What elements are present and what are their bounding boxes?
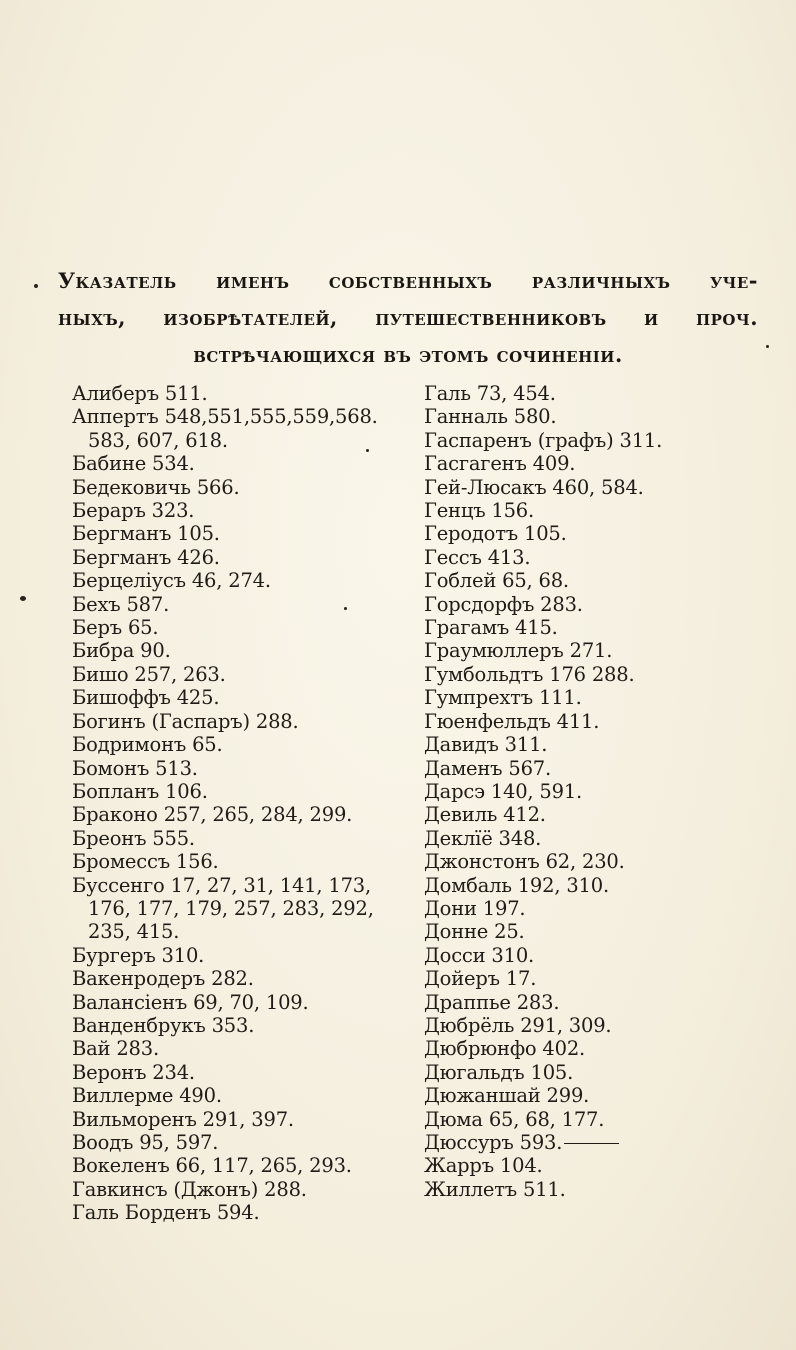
heading-line-3: встрѣчающихся въ этомъ сочиненіи. [193, 342, 623, 367]
index-column-left [72, 382, 402, 1225]
index-entry: Вай 283. [72, 1037, 159, 1061]
index-entry: Домбаль 192, 310. [424, 873, 609, 897]
index-entry: Бедековичь 566. [72, 475, 240, 499]
ink-speck [344, 607, 347, 610]
index-entry: 583, 607, 618. [88, 428, 228, 452]
index-entry: 176, 177, 179, 257, 283, 292, [88, 896, 374, 920]
index-entry: Веронъ 234. [72, 1060, 195, 1084]
index-entry: Бераръ 323. [72, 499, 195, 523]
index-entry: Дойеръ 17. [424, 967, 537, 991]
index-entry: Ганналь 580. [424, 405, 557, 429]
index-entry: Гаспаренъ (графъ) 311. [424, 428, 663, 452]
index-entry: Дюбрёль 291, 309. [424, 1013, 612, 1037]
index-entry: Вокеленъ 66, 117, 265, 293. [72, 1154, 352, 1178]
index-entry: Бромессъ 156. [72, 850, 219, 874]
index-entry: Гумпрехтъ 111. [424, 686, 582, 710]
index-entry: Бехъ 587. [72, 592, 170, 616]
heading-line-1: Указатель именъ собственныхъ различныхъ уче- [58, 268, 758, 293]
index-entry: Бишоффъ 425. [72, 686, 220, 710]
index-entry: 235, 415. [88, 920, 180, 944]
index-entry: Донне 25. [424, 920, 525, 944]
index-entry: Даменъ 567. [424, 756, 552, 780]
index-entry: Воодъ 95, 597. [72, 1131, 219, 1154]
index-entry: Буссенго 17, 27, 31, 141, 173, [72, 873, 372, 897]
index-entry: Гумбольдтъ 176 288. [424, 662, 635, 686]
index-entry: Аппертъ 548,551,555,559,568. [72, 405, 378, 429]
index-entry: Бабине 534. [72, 452, 195, 476]
index-entry: Дюбрюнфо 402. [424, 1037, 586, 1061]
ink-speck [20, 596, 26, 601]
index-entry: Алиберъ 511. [72, 382, 208, 405]
index-entry: Дюгальдъ 105. [424, 1060, 574, 1084]
index-entry: Жарръ 104. [424, 1154, 543, 1178]
index-entry: Бергманъ 426. [72, 545, 220, 569]
index-entry: Гоблей 65, 68. [424, 569, 569, 593]
ink-speck [34, 284, 38, 288]
index-entry: Гасгагенъ 409. [424, 452, 576, 476]
index-entry: Вакенродеръ 282. [72, 967, 254, 991]
index-entry: Давидъ 311. [424, 733, 548, 757]
index-entry: Драппье 283. [424, 990, 560, 1014]
index-entry: Гюенфельдъ 411. [424, 709, 600, 733]
index-heading [58, 262, 758, 373]
index-entry: Берцеліусъ 46, 274. [72, 569, 271, 593]
index-entry: Дони 197. [424, 896, 526, 920]
section-end-rule [564, 1143, 619, 1144]
index-entry: Бомонъ 513. [72, 756, 198, 780]
index-entry: Граумюллеръ 271. [424, 639, 613, 663]
index-entry: Галь 73, 454. [424, 382, 556, 405]
heading-line-2: ныхъ, изобрѣтателей, путешественниковъ и проч. [58, 305, 758, 330]
index-entry: Браконо 257, 265, 284, 299. [72, 803, 353, 827]
index-entry: Бишо 257, 263. [72, 662, 226, 686]
index-entry: Бопланъ 106. [72, 779, 208, 803]
ink-speck [366, 449, 369, 452]
index-entry: Бибра 90. [72, 639, 171, 663]
index-entry: Богинъ (Гаспаръ) 288. [72, 709, 299, 733]
index-entry: Деклїё 348. [424, 826, 542, 850]
index-entry: Гей-Люсакъ 460, 584. [424, 475, 644, 499]
index-entry: Дюма 65, 68, 177. [424, 1107, 605, 1131]
index-entry: Галь Борденъ 594. [72, 1201, 260, 1225]
index-entry: Джонстонъ 62, 230. [424, 850, 625, 874]
index-entry: Бургеръ 310. [72, 943, 205, 967]
index-entry: Жиллетъ 511. [424, 1177, 566, 1201]
index-entry: Генцъ 156. [424, 499, 535, 523]
index-entry: Вильморенъ 291, 397. [72, 1107, 294, 1131]
index-entry: Гавкинсъ (Джонъ) 288. [72, 1177, 307, 1201]
index-entry: Ванденбрукъ 353. [72, 1013, 255, 1037]
ink-speck [766, 345, 769, 348]
index-entry: Дюжаншай 299. [424, 1084, 590, 1108]
index-entry: Беръ 65. [72, 616, 159, 640]
index-entry: Валансіенъ 69, 70, 109. [72, 990, 309, 1014]
index-entry: Геродотъ 105. [424, 522, 567, 546]
index-entry: Горсдорфъ 283. [424, 592, 583, 616]
index-entry: Гессъ 413. [424, 545, 531, 569]
index-entry: Девиль 412. [424, 803, 546, 827]
index-entry: Виллерме 490. [72, 1084, 222, 1108]
index-entry: Грагамъ 415. [424, 616, 558, 640]
index-entry: Бодримонъ 65. [72, 733, 223, 757]
index-entry: Дарсэ 140, 591. [424, 779, 583, 803]
index-entry: Бреонъ 555. [72, 826, 195, 850]
index-entry: Досси 310. [424, 943, 535, 967]
index-entry: Бергманъ 105. [72, 522, 220, 546]
index-column-right [424, 382, 764, 1201]
index-entry: Дюссуръ 593. [424, 1131, 764, 1154]
